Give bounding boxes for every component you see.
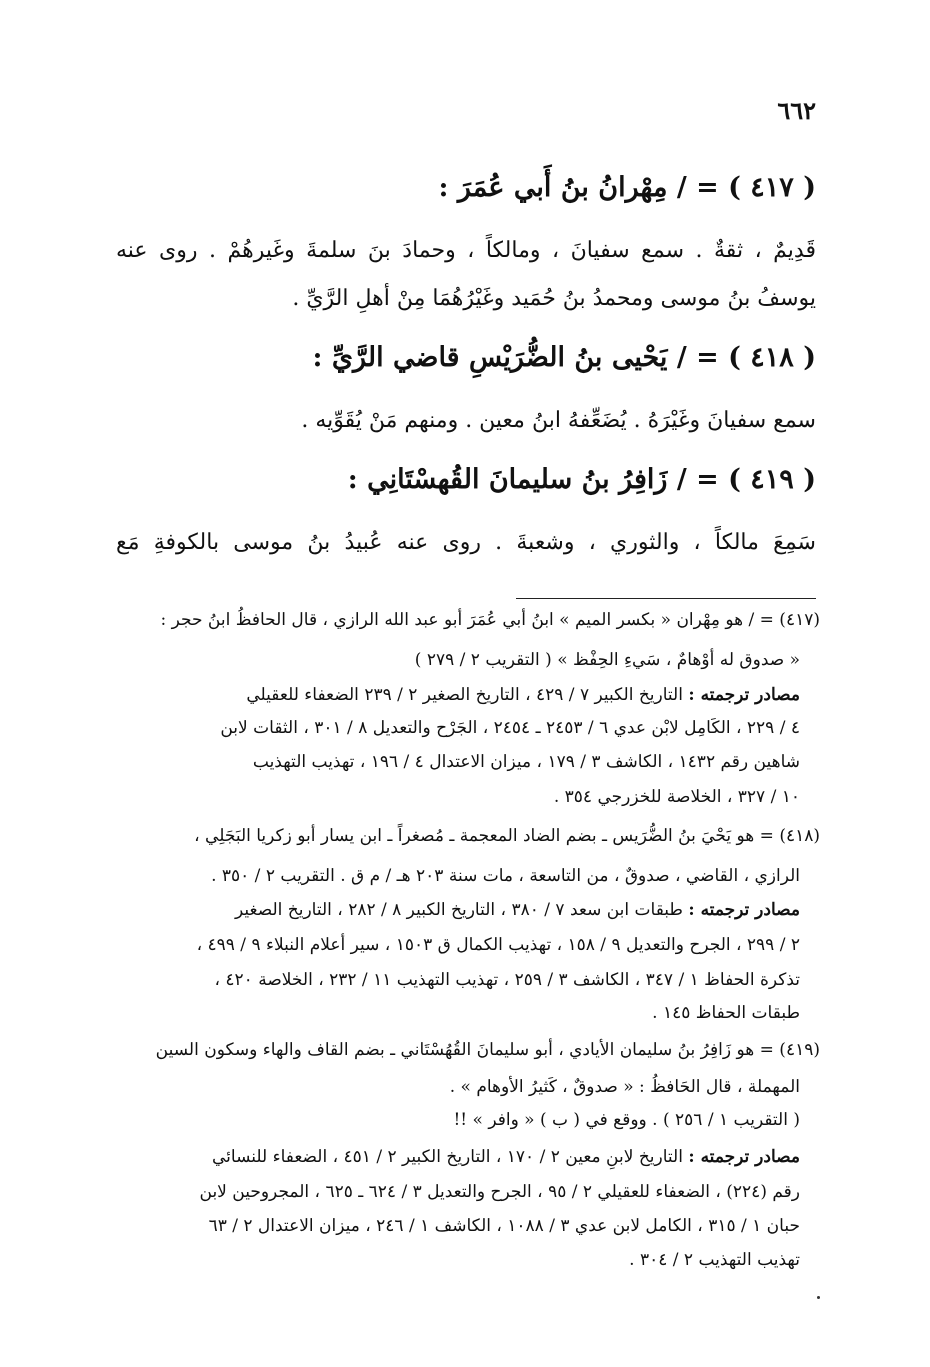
- entry-417-title: ( ٤١٧ ) = / مِهْرانُ بنُ أَبي عُمَرَ :: [438, 172, 816, 203]
- footnote-417-sources-2: ٤ / ٢٢٩ ، الكَامِل لابْن عدي ٦ / ٢٤٥٣ ـ ٢٤٥٤ ، الجَرْح والتعديل ٨ / ٣٠١ ، الثقات لابن: [220, 718, 800, 738]
- page-number: ٦٦٢: [777, 96, 816, 125]
- footnote-419-sources-1: مصادر ترجمته : التاريخ لابنِ معين ٢ / ١٧٠ ، التاريخ الكبير ٢ / ٤٥١ ، الضعفاء للنسائي: [212, 1147, 800, 1167]
- footnote-418-line-2: الرازي ، القاضي ، صدوقٌ ، من التاسعة ، مات سنة ٢٠٣ هـ / م ق . التقريب ٢ / ٣٥٠ .: [211, 866, 800, 886]
- footnote-419-sources-3: حبان ١ / ٣١٥ ، الكامل لابن عدي ٣ / ١٠٨٨ ، الكاشف ١ / ٢٤٦ ، ميزان الاعتدال ٢ / ٦٣: [208, 1216, 800, 1236]
- footnote-419-line-2: المهملة ، قال الحَافظُ : « صدوقٌ ، كَثيرُ الأوهام » .: [449, 1077, 800, 1097]
- footnote-419-line-3: ( التقريب ١ / ٢٥٦ ) . ووقع في ( ب ) « وافر » !!: [453, 1110, 800, 1130]
- entry-417-line-2: يوسفُ بنُ موسى ومحمدُ بنُ حُمَيد وغَيْرُهُمَا مِنْ أهلِ الرَّيِّ .: [292, 286, 816, 311]
- footnote-417-sources-4: ١٠ / ٣٢٧ ، الخلاصة للخزرجي ٣٥٤ .: [553, 787, 800, 807]
- sources-label: مصادر ترجمته :: [688, 1147, 800, 1167]
- entry-419-title: ( ٤١٩ ) = / زَافِرُ بنُ سليمانَ القُهسْتَانِي :: [347, 464, 816, 495]
- page-mark: [817, 1296, 820, 1299]
- entry-419-line-1: سَمِعَ مالكاً ، والثوري ، وشعبةَ . روى عنه عُبيدُ بنُ موسى بالكوفةِ مَع: [116, 530, 816, 555]
- entry-418-title: ( ٤١٨ ) = / يَحْيى بنُ الضُّرَيْسِ قاضي الرَّيِّ :: [312, 342, 816, 373]
- footnote-419-line-1: (٤١٩) = هو زَافِرُ بنُ سليمان الأيادي ، أبو سليمانَ القُهُسْتَاني ـ بضم القاف والهاء وسكون السين: [155, 1040, 820, 1060]
- entry-418-line-1: سمع سفيانَ وغَيْرَهُ . يُضَعِّفهُ ابنُ معين . ومنهم مَنْ يُقَوِّيه .: [301, 408, 816, 433]
- footnote-418-sources-2: ٢ / ٢٩٩ ، الجرح والتعديل ٩ / ١٥٨ ، تهذيب الكمال ق ١٥٠٣ ، سير أعلام النبلاء ٩ / ٤٩٩ ،: [196, 935, 800, 955]
- footnote-417-sources-1: مصادر ترجمته : التاريخ الكبير ٧ / ٤٢٩ ، التاريخ الصغير ٢ / ٢٣٩ الضعفاء للعقيلي: [246, 685, 800, 705]
- footnote-417-sources-3: شاهين رقم ١٤٣٢ ، الكاشف ٣ / ١٧٩ ، ميزان الاعتدال ٤ / ١٩٦ ، تهذيب التهذيب: [252, 752, 800, 772]
- footnote-418-sources-1: مصادر ترجمته : طبقات ابن سعد ٧ / ٣٨٠ ، التاريخ الكبير ٨ / ٢٨٢ ، التاريخ الصغير: [235, 900, 800, 920]
- entry-417-line-1: قَدِيمٌ ، ثقةٌ . سمع سفيانَ ، ومالكاً ، وحمادَ بنَ سلمةَ وغَيرهُمْ . روى عنه: [116, 238, 816, 263]
- footnote-418-sources-4: طبقات الحفاظ ١٤٥ .: [652, 1003, 800, 1023]
- footnote-418-sources-3: تذكرة الحفاظ ١ / ٣٤٧ ، الكاشف ٣ / ٢٥٩ ، تهذيب التهذيب ١١ / ٢٣٢ ، الخلاصة ٤٢٠ ،: [214, 970, 800, 990]
- footnote-417-line-1: (٤١٧) = / هو مِهْران « بكسر الميم » ابنُ أبي عُمَرَ أبو عبد الله الرازي ، قال الحافظُ ابنُ حجر :: [160, 610, 820, 630]
- sources-label: مصادر ترجمته :: [688, 900, 800, 920]
- footnote-417-line-2: « صدوق له أوْهامٌ ، سَيءِ الحِفْظ » ( التقريب ٢ / ٢٧٩ ): [414, 650, 800, 670]
- footnote-divider: [516, 598, 816, 599]
- footnote-419-sources-4: تهذيب التهذيب ٢ / ٣٠٤ .: [629, 1250, 800, 1270]
- sources-label: مصادر ترجمته :: [688, 685, 800, 705]
- footnote-418-line-1: (٤١٨) = هو يَحْيَ بنُ الضُّرَيس ـ بضم الضاد المعجمة ـ مُصغراً ـ ابن يسار أبو زكريا البَجَلِي ،: [194, 826, 820, 846]
- footnote-419-sources-2: رقم (٢٢٤) ، الضعفاء للعقيلي ٢ / ٩٥ ، الجرح والتعديل ٣ / ٦٢٤ ـ ٦٢٥ ، المجروحين لابن: [199, 1182, 800, 1202]
